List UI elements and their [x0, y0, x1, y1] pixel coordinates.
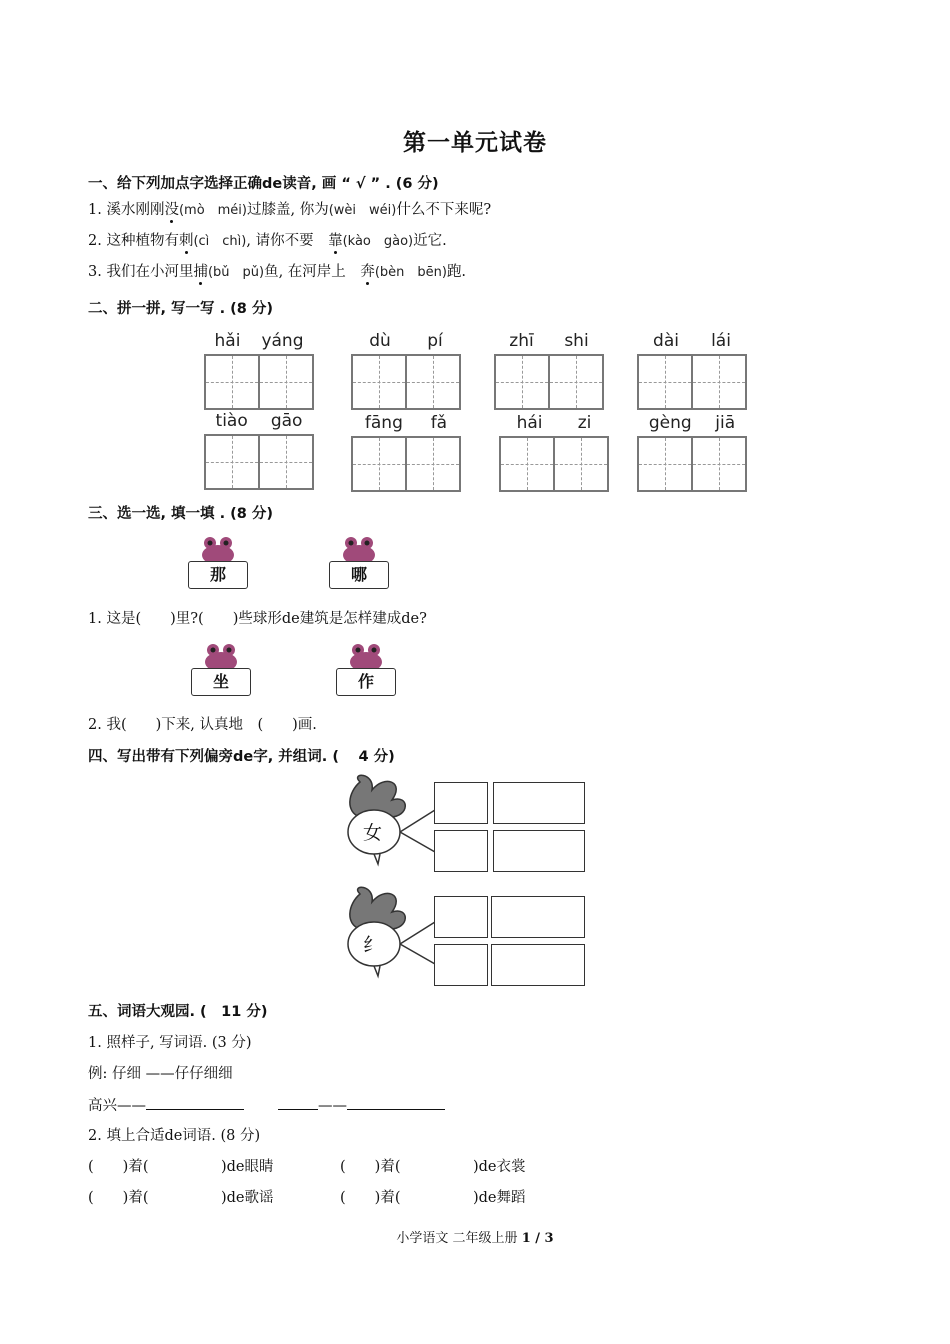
- pinyin-writing-grid: [637, 328, 747, 410]
- tian-cell[interactable]: [353, 356, 407, 408]
- pinyin-syllable: dài: [653, 331, 679, 351]
- s5-row-1a: ( )着( )de眼睛: [88, 1159, 274, 1175]
- tian-cell[interactable]: [639, 438, 693, 490]
- page-title: 第一单元试卷: [403, 130, 547, 156]
- pinyin-label: [351, 410, 461, 436]
- s1-question-2: 2. 这种植物有刺(cì chì), 请你不要 靠(kào gào)近它.: [88, 233, 447, 249]
- tian-cell[interactable]: [693, 438, 745, 490]
- pinyin-syllable: shi: [564, 331, 589, 351]
- answer-box: [434, 830, 488, 872]
- answer-box: [491, 944, 585, 986]
- frog-sign-na3: 哪: [329, 535, 391, 595]
- answer-box: [434, 896, 488, 938]
- s1-question-3: 3. 我们在小河里捕(bǔ pǔ)鱼, 在河岸上 奔(bèn bēn)跑.: [88, 264, 467, 280]
- answer-box: [493, 782, 585, 824]
- answer-box: [434, 782, 488, 824]
- tian-grid: [351, 436, 461, 492]
- tian-cell[interactable]: [555, 438, 607, 490]
- tian-grid: [637, 354, 747, 410]
- pinyin-label: [204, 408, 314, 434]
- tian-cell[interactable]: [260, 436, 312, 488]
- tian-cell[interactable]: [496, 356, 550, 408]
- s5-row-2b: ( )着( )de舞蹈: [340, 1190, 526, 1206]
- pinyin-syllable: tiào: [215, 411, 248, 431]
- pinyin-syllable: pí: [427, 331, 443, 351]
- s5-example: 例: 仔细 ——仔仔细细: [88, 1066, 233, 1082]
- pinyin-syllable: yáng: [261, 331, 304, 351]
- radical-diagram-nv: [330, 772, 630, 882]
- radical-label: 纟: [363, 934, 383, 956]
- s5-row-1b: ( )着( )de衣裳: [340, 1159, 526, 1175]
- pinyin-syllable: hái: [516, 413, 543, 433]
- s3-question-2: 2. 我( )下来, 认真地 ( )画.: [88, 717, 317, 733]
- pinyin-syllable: lái: [711, 331, 731, 351]
- s5-part-1: 1. 照样子, 写词语. (3 分): [88, 1035, 252, 1051]
- section-3-heading: 三、选一选, 填一填 . (8 分): [88, 506, 274, 522]
- s5-part-2: 2. 填上合适de词语. (8 分): [88, 1128, 261, 1144]
- pinyin-writing-grid: [204, 408, 314, 490]
- pinyin-writing-grid: [351, 410, 461, 492]
- page-footer: 小学语文 二年级上册 1 / 3: [396, 1231, 554, 1246]
- frog-sign-zuo2: 作: [336, 642, 398, 702]
- pinyin-label: [499, 410, 609, 436]
- pinyin-syllable: gāo: [270, 411, 303, 431]
- pinyin-syllable: jiā: [715, 413, 736, 433]
- radish-icon: [330, 772, 440, 882]
- tian-grid: [499, 436, 609, 492]
- tian-cell[interactable]: [206, 436, 260, 488]
- pinyin-syllable: dù: [369, 331, 391, 351]
- pinyin-writing-grid: [351, 328, 461, 410]
- tian-grid: [351, 354, 461, 410]
- tian-cell[interactable]: [550, 356, 602, 408]
- tian-cell[interactable]: [353, 438, 407, 490]
- answer-box: [491, 896, 585, 938]
- radical-label: 女: [363, 822, 383, 844]
- tian-cell[interactable]: [260, 356, 312, 408]
- pinyin-label: [494, 328, 604, 354]
- tian-cell[interactable]: [407, 438, 459, 490]
- answer-box: [493, 830, 585, 872]
- pinyin-syllable: fāng: [364, 413, 403, 433]
- pinyin-syllable: zhī: [509, 331, 534, 351]
- pinyin-label: [637, 410, 747, 436]
- pinyin-label: [637, 328, 747, 354]
- tian-cell[interactable]: [407, 356, 459, 408]
- tian-grid: [637, 436, 747, 492]
- section-5-heading: 五、词语大观园. ( 11 分): [88, 1004, 268, 1020]
- pinyin-writing-grid: [494, 328, 604, 410]
- pinyin-label: [204, 328, 314, 354]
- pinyin-label: [351, 328, 461, 354]
- radish-icon: [330, 884, 440, 994]
- tian-cell[interactable]: [501, 438, 555, 490]
- tian-cell[interactable]: [639, 356, 693, 408]
- frog-sign-zuo: 坐: [191, 642, 253, 702]
- pinyin-syllable: fǎ: [430, 413, 448, 433]
- pinyin-syllable: gèng: [648, 413, 692, 433]
- pinyin-writing-grid: [204, 328, 314, 410]
- pinyin-syllable: zi: [577, 413, 592, 433]
- tian-grid: [494, 354, 604, 410]
- pinyin-writing-grid: [499, 410, 609, 492]
- tian-cell[interactable]: [206, 356, 260, 408]
- radical-diagram-si: [330, 884, 630, 994]
- tian-grid: [204, 354, 314, 410]
- tian-grid: [204, 434, 314, 490]
- tian-cell[interactable]: [693, 356, 745, 408]
- s3-question-1: 1. 这是( )里?( )些球形de建筑是怎样建成de?: [88, 611, 427, 627]
- section-4-heading: 四、写出带有下列偏旁de字, 并组词. ( 4 分): [88, 749, 395, 765]
- s5-row-2a: ( )着( )de歌谣: [88, 1190, 274, 1206]
- pinyin-writing-grid: [637, 410, 747, 492]
- s5-blank-line: 高兴—— ——: [88, 1094, 445, 1115]
- answer-box: [434, 944, 488, 986]
- s1-question-1: 1. 溪水刚刚没(mò méi)过膝盖, 你为(wèi wéi)什么不下来呢?: [88, 202, 492, 218]
- section-1-heading: 一、给下列加点字选择正确de读音, 画 “ √ ” . (6 分): [88, 176, 439, 192]
- pinyin-syllable: hǎi: [214, 331, 241, 351]
- frog-sign-na: 那: [188, 535, 250, 595]
- section-2-heading: 二、拼一拼, 写一写 . (8 分): [88, 301, 274, 317]
